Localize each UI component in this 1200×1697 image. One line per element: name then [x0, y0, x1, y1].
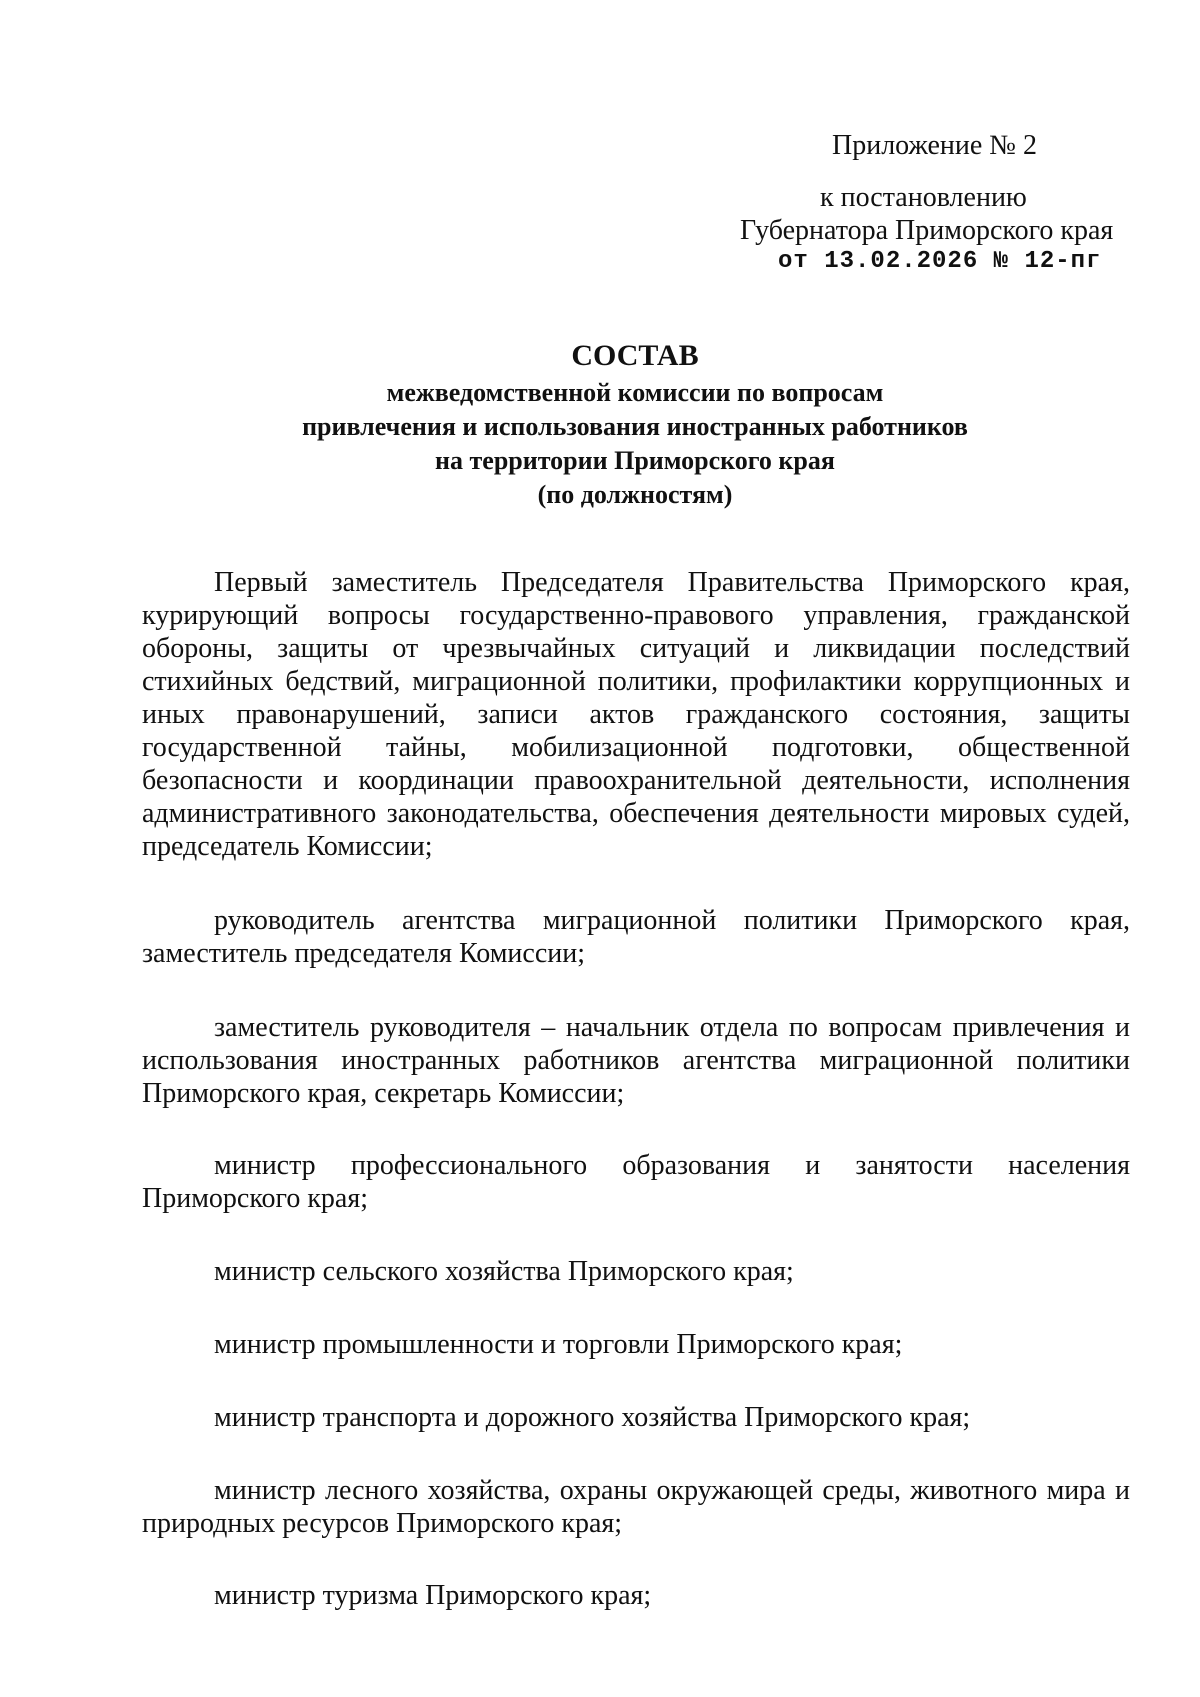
member-item-industry-minister: министр промышленности и торговли Приморского края;	[214, 1329, 903, 1360]
member-item-chairman: Первый заместитель Председателя Правительства Приморского края, курирующий вопросы государственно-правового управления, гражданской обороны, защиты от чрезвычайных ситуаций и ликвидации последствий стихийных бедствий, миграционной политики, профилактики коррупционных и иных правонарушений, записи актов гражданского состояния, защиты государственной тайны, мобилизационной подготовки, общественной безопасности и координации правоохранительной деятельности, исполнения административного законодательства, обеспечения деятельности мировых судей, председатель Комиссии;	[142, 567, 1130, 862]
member-item-tourism-minister: министр туризма Приморского края;	[214, 1580, 652, 1611]
annex-number: Приложение № 2	[832, 130, 1037, 161]
title-line-1: межведомственной комиссии по вопросам	[386, 378, 884, 407]
member-item-transport-minister: министр транспорта и дорожного хозяйства Приморского края;	[214, 1402, 971, 1433]
member-item-agriculture-minister: министр сельского хозяйства Приморского края;	[214, 1256, 794, 1287]
title-line-3: на территории Приморского края	[435, 446, 835, 475]
members-list	[142, 566, 1130, 1612]
title-line-2: привлечения и использования иностранных работников	[302, 412, 968, 441]
annex-date-number: от 13.02.2026 № 12-пг	[778, 248, 1102, 275]
annex-reference-line-2: Губернатора Приморского края	[740, 215, 1114, 246]
member-item-deputy-chairman: руководитель агентства миграционной политики Приморского края, заместитель председателя Комиссии;	[142, 905, 1130, 969]
title-main: СОСТАВ	[571, 339, 699, 372]
annex-reference-line-1: к постановлению	[820, 182, 1027, 213]
member-item-forestry-minister: министр лесного хозяйства, охраны окружающей среды, животного мира и природных ресурсов Приморского края;	[142, 1475, 1130, 1539]
member-item-education-minister: министр профессионального образования и занятости населения Приморского края;	[142, 1150, 1130, 1214]
member-item-secretary: заместитель руководителя – начальник отдела по вопросам привлечения и использования иностранных работников агентства миграционной политики Приморского края, секретарь Комиссии;	[142, 1012, 1130, 1109]
title-line-4: (по должностям)	[537, 480, 733, 509]
document-title	[140, 336, 1130, 512]
